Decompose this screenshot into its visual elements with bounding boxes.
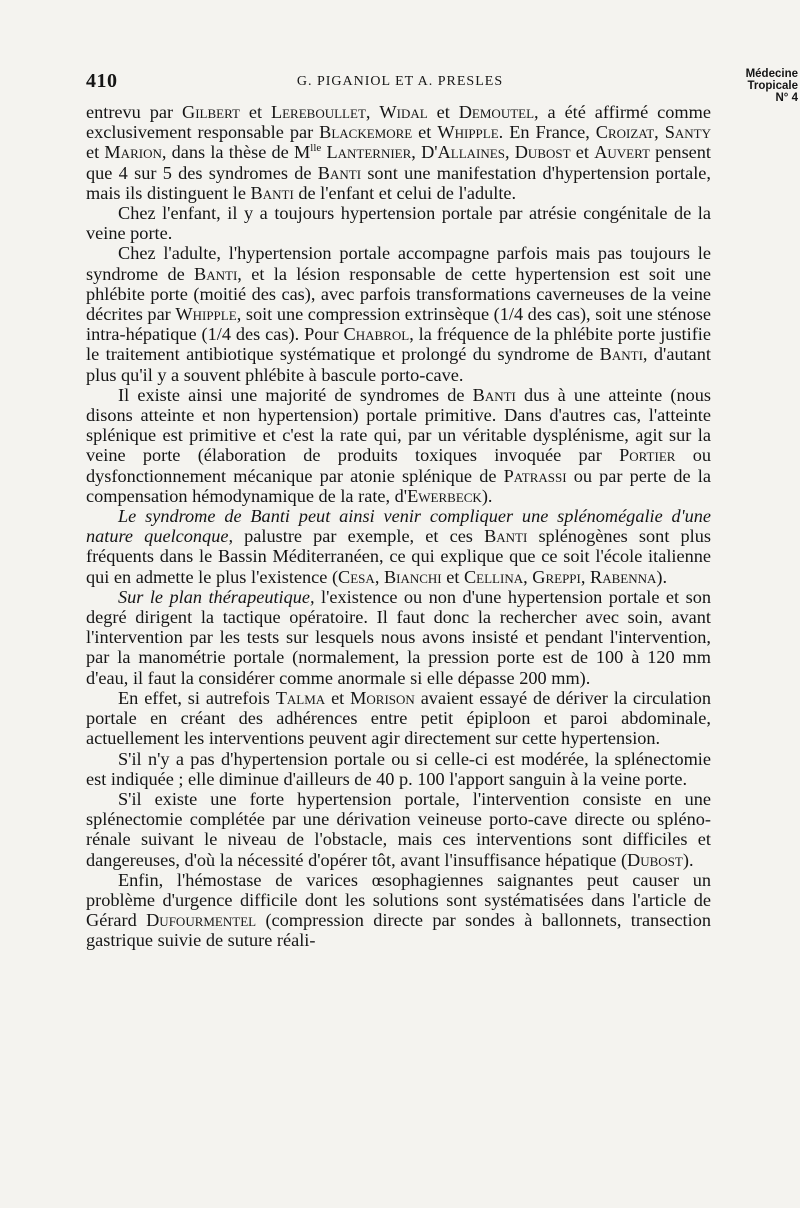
journal-tag-line: N° 4: [775, 92, 798, 104]
text-run: ,: [504, 142, 515, 163]
author-name: Blackemore: [319, 122, 413, 143]
paragraph: [86, 385, 711, 506]
paragraph: [86, 587, 711, 688]
text-run: En effet, si autrefois: [118, 687, 276, 708]
author-name: Santy: [664, 122, 711, 143]
author-name: Banti: [599, 344, 643, 365]
text-run: , soit une compression extrinsèque (1/4 des cas), soit une sténose intra-hépatique (1/4 des cas). Pour: [86, 304, 712, 345]
author-name: Banti: [194, 263, 238, 284]
text-run: ,: [374, 566, 384, 587]
text-run: S'il existe une forte hypertension portale, l'intervention consiste en une splénectomie complétée par une dérivation veineuse porto-cave directe ou spléno-rénale suivant le niveau de l'obstacle, mais ces interventions sont difficiles et dangereuses, d'où la nécessité d'opérer tôt, avant l'insuffisance hépatique (: [86, 788, 711, 870]
author-name: Cesa: [338, 566, 375, 587]
author-name: Whipple: [175, 304, 237, 325]
italic-text: Le syndrome de Banti peut ainsi venir compliquer une splénomégalie d'une nature quelconque,: [86, 506, 711, 547]
text-run: dus à une atteinte (nous disons atteinte et non hypertension) portale primitive. Dans d'autres cas, l'atteinte splénique est primitive et c'est la rate qui, par un véritable dysplénisme, agit sur la veine porte (élaboration de produits toxiques invoquée par: [86, 384, 711, 466]
author-name: Dufourmentel: [146, 910, 257, 931]
text-run: ).: [656, 566, 668, 587]
text-run: ).: [481, 485, 493, 506]
text-run: ).: [682, 849, 694, 870]
text-run: et: [86, 142, 105, 163]
text-run: et: [441, 566, 464, 587]
text-run: Chez l'adulte, l'hypertension portale accompagne parfois mais pas toujours le syndrome de: [86, 243, 711, 284]
author-name: Croizat: [595, 122, 655, 143]
italic-text: Sur le plan thérapeutique,: [118, 586, 315, 607]
text-run: avaient essayé de dériver la circulation portale en créant des adhérences entre petit épiploon et paroi abdominale, actuellement les interventions peuvent agir directement sur cette hypertension.: [86, 687, 711, 749]
paragraph: [86, 688, 711, 749]
text-run: , dans la thèse de M: [161, 142, 311, 163]
author-name: Rabenna: [590, 566, 657, 587]
text-run: ,: [411, 142, 422, 163]
paragraph: [86, 203, 711, 243]
text-run: et: [325, 687, 351, 708]
text-run: , la fréquence de la phlébite porte justifie le traitement antibiotique systématique et prolongé du syndrome de: [86, 324, 712, 365]
paragraph: [86, 789, 711, 870]
journal-tag-line: Médecine: [745, 68, 798, 80]
text-run: , d'autant plus qu'il y a souvent phlébite à bascule porto-cave.: [86, 344, 711, 385]
author-name: Demoutel: [458, 102, 535, 122]
author-name: Bianchi: [383, 566, 442, 587]
text-run: et: [412, 122, 438, 143]
text-run: ,: [365, 102, 380, 122]
author-name: Gilbert: [182, 102, 240, 122]
superscript: lle: [310, 142, 322, 155]
text-run: et: [427, 102, 459, 122]
author-name: Portier: [619, 445, 676, 466]
text-run: l'existence ou non d'une hypertension portale et son degré dirigent la tactique opératoire. Il faut donc la rechercher avec soin, avant l'intervention par les tests sur lesquels nous avons insisté et pendant l'intervention, par la manométrie portale (normalement, la pression porte est de 100 à 120 mm d'eau, il faut la considérer comme anormale si elle dépasse 200 mm).: [86, 586, 711, 688]
author-name: Chabrol: [343, 324, 410, 345]
text-run: . En France,: [498, 122, 596, 143]
paragraph: [86, 870, 711, 951]
journal-tag: [746, 68, 798, 104]
text-run: sont une manifestation d'hypertension portale, mais ils distinguent le: [86, 162, 711, 203]
text-run: S'il n'y a pas d'hypertension portale ou si celle-ci est modérée, la splénectomie est indiquée ; elle diminue d'ailleurs de 40 p. 100 l'apport sanguin à la veine porte.: [86, 748, 711, 789]
paragraph: [86, 506, 711, 587]
text-run: (compression directe par sondes à ballonnets, transection gastrique suivie de suture réali-: [86, 910, 711, 951]
author-name: Dubost: [514, 142, 571, 163]
author-name: Lereboullet: [270, 102, 366, 122]
text-run: , a été affirmé comme exclusivement responsable par: [86, 102, 711, 143]
text-run: de l'enfant et celui de l'adulte.: [293, 182, 517, 203]
text-run: et: [570, 142, 595, 163]
text-run: palustre par exemple, et ces: [233, 526, 485, 547]
paragraph: [86, 243, 711, 384]
author-name: Talma: [275, 687, 326, 708]
text-run: splénogènes sont plus fréquents dans le Bassin Méditerranéen, ce qui explique que ce soit l'école italienne qui en admette le plus l'existence (: [86, 526, 712, 587]
author-name: Whipple: [437, 122, 499, 143]
running-header: G. PIGANIOL ET A. PRESLES: [296, 74, 504, 89]
paragraph: [86, 749, 711, 789]
text-run: entrevu par: [86, 102, 182, 122]
author-name: Widal: [379, 102, 428, 122]
text-run: ou dysfonctionnement mécanique par atonie splénique de: [86, 445, 711, 486]
text-run: ,: [523, 566, 533, 587]
author-name: Morison: [350, 687, 415, 708]
author-name: Patrassi: [503, 465, 567, 486]
journal-tag-line: Tropicale: [747, 80, 798, 92]
text-run: ,: [654, 122, 665, 143]
author-name: Banti: [317, 162, 362, 183]
text-run: ou par perte de la compensation hémodynamique de la rate, d': [86, 465, 711, 506]
paragraph: [86, 102, 711, 203]
page-number: 410: [86, 70, 118, 92]
text-run: ,: [580, 566, 590, 587]
author-name: Dubost: [627, 849, 683, 870]
author-name: Lanternier: [326, 142, 412, 163]
author-name: Banti: [472, 384, 516, 405]
text-run: Chez l'enfant, il y a toujours hypertension portale par atrésie congénitale de la veine porte.: [86, 203, 711, 244]
text-run: , et la lésion responsable de cette hypertension est soit une phlébite porte (moitié des cas), avec parfois transformations caverneuses de la veine décrites par: [86, 263, 711, 325]
author-name: D'Allaines: [421, 142, 505, 163]
author-name: Marion: [104, 142, 162, 163]
author-name: Auvert: [594, 142, 650, 163]
text-run: et: [239, 102, 271, 122]
article-body: [86, 102, 711, 951]
text-run: Enfin, l'hémostase de varices œsophagiennes saignantes peut causer un problème d'urgence difficile dont les solutions sont systématisées dans l'article de Gérard: [86, 869, 711, 931]
author-name: Greppi: [532, 566, 581, 587]
author-name: Ewerbeck: [407, 485, 482, 506]
text-run: Il existe ainsi une majorité de syndromes de: [118, 384, 473, 405]
text-run: pensent que 4 sur 5 des syndromes de: [86, 142, 712, 183]
author-name: Cellina: [463, 566, 524, 587]
author-name: Banti: [484, 526, 528, 547]
author-name: Banti: [250, 182, 294, 203]
